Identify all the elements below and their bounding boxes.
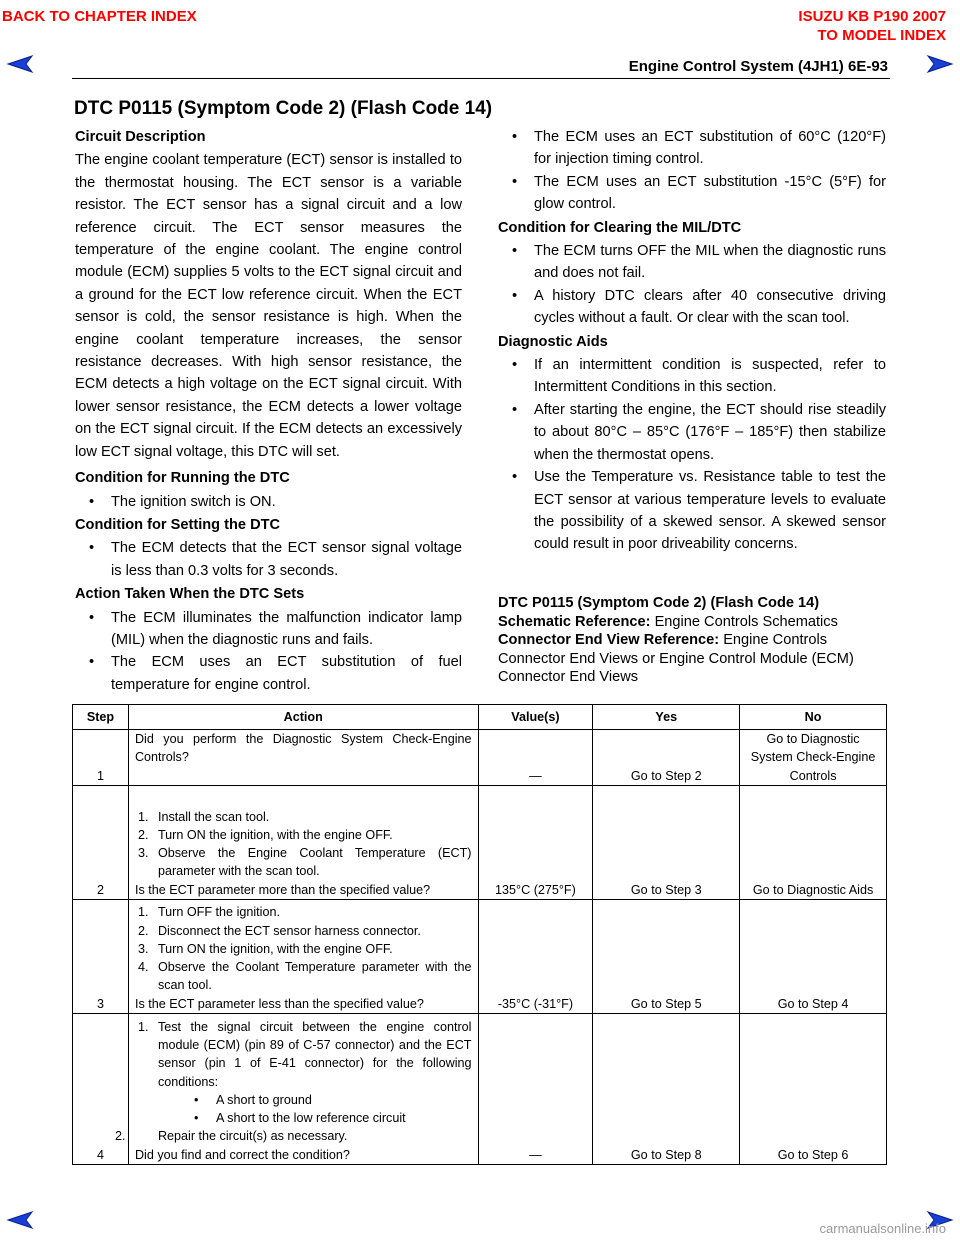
list-item: • A short to the low reference circuit: [158, 1109, 472, 1127]
yes-link[interactable]: Go to Step 3: [593, 786, 740, 900]
step-column-header: Step: [73, 705, 129, 730]
value-cell: —: [478, 730, 593, 786]
action-step: 2. Disconnect the ECT sensor harness connector.: [137, 923, 421, 938]
no-link[interactable]: Go to Step 4: [740, 900, 887, 1014]
action-question: Is the ECT parameter more than the specified value?: [134, 882, 431, 897]
running-list: [75, 491, 462, 513]
list-item: • A history DTC clears after 40 consecutive driving cycles without a fault. Or clear with the scan tool.: [498, 285, 886, 330]
action-column-header: Action: [128, 705, 478, 730]
list-item: • The ECM uses an ECT substitution of 60°C (120°F) for injection timing control.: [498, 126, 886, 171]
table-row: [73, 900, 887, 1014]
action-step: 1. Install the scan tool.: [137, 809, 270, 824]
list-item: • The ECM detects that the ECT sensor signal voltage is less than 0.3 volts for 3 seconds.: [75, 537, 462, 582]
action-step: 2. Turn ON the ignition, with the engine OFF.: [137, 827, 393, 842]
yes-link[interactable]: Go to Step 5: [593, 900, 740, 1014]
action-step: 2. Repair the circuit(s) as necessary.: [114, 1129, 348, 1144]
action-cell: [128, 900, 478, 1014]
references-block: [498, 594, 890, 687]
action-question: Did you perform the Diagnostic System Check-Engine Controls?: [134, 732, 472, 765]
action-steps: [135, 903, 472, 994]
no-link[interactable]: Go to Diagnostic System Check-Engine Controls: [740, 730, 887, 786]
action-step: 3. Turn ON the ignition, with the engine OFF.: [137, 941, 393, 956]
action-question: Did you find and correct the condition?: [134, 1147, 350, 1162]
list-item: • The ECM uses an ECT substitution -15°C (5°F) for glow control.: [498, 171, 886, 216]
watermark: carmanualsonline.info: [819, 1221, 946, 1236]
to-model-index-link[interactable]: TO MODEL INDEX: [817, 27, 946, 44]
value-cell: —: [478, 1014, 593, 1165]
action-step: 4. Observe the Coolant Temperature parameter with the scan tool.: [137, 960, 472, 993]
list-item: • The ECM turns OFF the MIL when the diagnostic runs and does not fail.: [498, 240, 886, 285]
step-number: 4: [73, 1014, 129, 1165]
previous-page-arrow-icon[interactable]: [6, 54, 40, 74]
clearing-heading: Condition for Clearing the MIL/DTC: [498, 219, 742, 236]
list-item: • The ignition switch is ON.: [75, 491, 462, 513]
connector-reference-label: Connector End View Reference:: [498, 632, 720, 649]
model-name-link[interactable]: ISUZU KB P190 2007: [798, 8, 946, 25]
action-steps: [135, 808, 472, 881]
running-heading: Condition for Running the DTC: [75, 470, 290, 487]
action-cell: [128, 786, 478, 900]
back-to-chapter-index-link[interactable]: BACK TO CHAPTER INDEX: [2, 8, 197, 25]
list-item: • After starting the engine, the ECT should rise steadily to about 80°C – 85°C (176°F – 185°F) then stabilize when the thermostat opens.: [498, 399, 886, 466]
action-list: [75, 607, 462, 697]
diagnostic-steps-table: [72, 704, 887, 1165]
table-row: [73, 730, 887, 786]
circuit-description-text: The engine coolant temperature (ECT) sensor is installed to the thermostat housing. The ECT sensor is a variable resistor. The ECT sensor has a signal circuit and a low reference circuit. The ECT sensor measures the temperature of the engine coolant. The engine control module (ECM) supplies 5 volts to the ECT signal circuit and a ground for the ECT low reference circuit. When the ECT sensor is cold, the sensor resistance is high. When the engine coolant temperature increases, the sensor resistance decreases. With high sensor resistance, the ECM detects a high voltage on the ECT signal circuit. With lower sensor resistance, the ECM detects a lower voltage on the ECT signal circuit. If the ECM detects an excessively low ECT signal voltage, this DTC will set.: [75, 152, 462, 460]
list-item: • Use the Temperature vs. Resistance table to test the ECT sensor at various temperature levels to evaluate the possibility of a skewed sensor. A skewed sensor could result in poor driveability concerns.: [498, 466, 886, 556]
action-steps: [114, 1018, 472, 1146]
no-link[interactable]: Go to Diagnostic Aids: [740, 786, 887, 900]
schematic-reference-label: Schematic Reference:: [498, 613, 651, 630]
action-list-continued: [498, 126, 886, 216]
list-item: • If an intermittent condition is suspected, refer to Intermittent Conditions in this section.: [498, 354, 886, 399]
step-number: 1: [73, 730, 129, 786]
no-column-header: No: [740, 705, 887, 730]
yes-column-header: Yes: [593, 705, 740, 730]
table-header-row: [73, 705, 887, 730]
left-column: [75, 126, 462, 696]
action-cell: [114, 1014, 478, 1165]
value-cell: 135°C (275°F): [478, 786, 593, 900]
action-cell: [128, 730, 478, 786]
action-step: 1. Test the signal circuit between the engine control module (ECM) (pin 89 of C-57 connector) and the ECT sensor (pin 1 of E-41 connector) for the following conditions: • A short to ground • A short to the low reference circuit: [135, 1018, 472, 1128]
step-number: 3: [73, 900, 129, 1014]
list-item: • A short to ground: [158, 1091, 472, 1109]
schematic-reference-link[interactable]: Engine Controls Schematics: [654, 613, 838, 630]
connector-reference-link[interactable]: Engine Controls Connector End Views or Engine Control Module (ECM) Connector End Views: [498, 632, 854, 686]
no-link[interactable]: Go to Step 6: [740, 1014, 887, 1165]
values-column-header: Value(s): [478, 705, 593, 730]
previous-page-arrow-icon[interactable]: [6, 1210, 40, 1230]
condition-list: [158, 1091, 472, 1128]
diagnostic-aids-list: [498, 354, 886, 556]
setting-list: [75, 537, 462, 582]
action-step: 1. Turn OFF the ignition.: [137, 905, 280, 920]
diagnostic-aids-heading: Diagnostic Aids: [498, 333, 608, 350]
table-row: [73, 1014, 887, 1165]
table-row: [73, 786, 887, 900]
list-item: • The ECM uses an ECT substitution of fuel temperature for engine control.: [75, 651, 462, 696]
right-column: [498, 126, 886, 556]
header-rule: [72, 78, 890, 79]
clearing-list: [498, 240, 886, 330]
step-number: 2: [73, 786, 129, 900]
page-header-title: Engine Control System (4JH1) 6E-93: [628, 58, 888, 75]
list-item: • The ECM illuminates the malfunction indicator lamp (MIL) when the diagnostic runs and fails.: [75, 607, 462, 652]
value-cell: -35°C (-31°F): [478, 900, 593, 1014]
circuit-description-heading: Circuit Description: [75, 129, 206, 145]
action-question: Is the ECT parameter less than the specified value?: [134, 996, 424, 1011]
action-step: 3. Observe the Engine Coolant Temperature (ECT) parameter with the scan tool.: [137, 846, 472, 879]
yes-link[interactable]: Go to Step 8: [593, 1014, 740, 1165]
next-page-arrow-icon[interactable]: [920, 54, 954, 74]
references-title: DTC P0115 (Symptom Code 2) (Flash Code 14): [498, 595, 820, 611]
page-title: DTC P0115 (Symptom Code 2) (Flash Code 14): [74, 98, 493, 119]
yes-link[interactable]: Go to Step 2: [593, 730, 740, 786]
action-heading: Action Taken When the DTC Sets: [75, 586, 305, 603]
setting-heading: Condition for Setting the DTC: [75, 516, 281, 533]
